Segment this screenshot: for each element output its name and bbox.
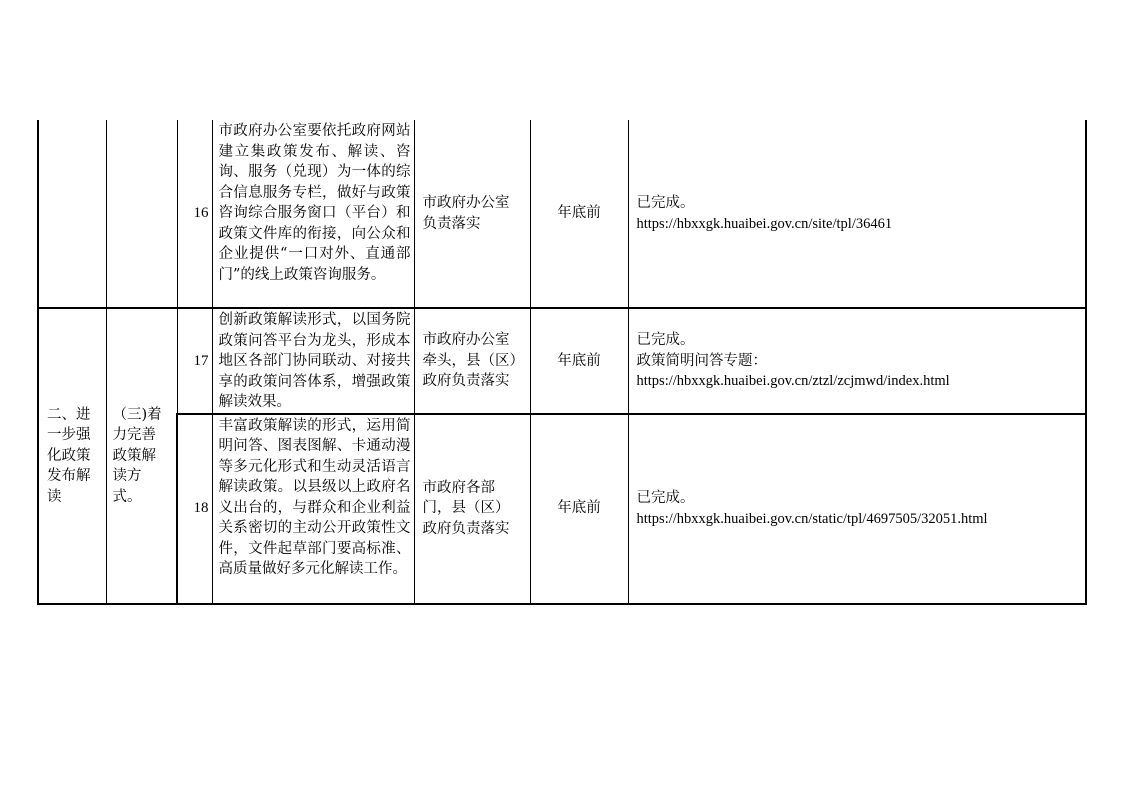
responsible-department: 市政府办公室牵头，县（区）政府负责落实	[414, 308, 530, 414]
row-number: 16	[177, 120, 212, 308]
status-link[interactable]: https://hbxxgk.huaibei.gov.cn/ztzl/zcjmwd/index.html	[636, 373, 950, 389]
deadline: 年底前	[530, 120, 628, 308]
status-link[interactable]: https://hbxxgk.huaibei.gov.cn/static/tpl/4697505/32051.html	[636, 510, 988, 527]
task-description	[212, 308, 414, 414]
completion-status	[628, 414, 1086, 604]
completion-status	[628, 120, 1086, 308]
table-row	[38, 414, 1086, 604]
completion-status	[628, 308, 1086, 414]
status-text: 已完成。	[636, 490, 695, 506]
category-cell-empty	[38, 120, 106, 308]
deadline: 年底前	[530, 414, 628, 604]
task-description	[212, 414, 414, 604]
responsible-department: 市政府办公室负责落实	[414, 120, 530, 308]
table-row	[38, 120, 1086, 308]
table-row	[38, 308, 1086, 414]
status-text: 已完成。	[636, 332, 695, 348]
row-number: 18	[177, 414, 212, 604]
responsible-department: 市政府各部门，县（区）政府负责落实	[414, 414, 530, 604]
deadline: 年底前	[530, 308, 628, 414]
status-text: 已完成。	[636, 195, 695, 211]
status-note: 政策简明问答专题：	[636, 352, 767, 369]
row-number: 17	[177, 308, 212, 414]
task-text: 市政府办公室要依托政府网站建立集政策发布、解读、咨询、服务（兑现）为一体的综合信息服务专栏，做好与政策咨询综合服务窗口（平台）和政策文件库的衔接，向公众和企业提供“一口对外、直通部门”的线上政策咨询服务。	[218, 123, 411, 283]
task-table	[37, 120, 1087, 605]
task-text: 创新政策解读形式，以国务院政策问答平台为龙头，形成本地区各部门协同联动、对接共享的政策问答体系，增强政策解读效果。	[218, 312, 411, 410]
subcategory-cell: （三)着力完善政策解读方式。	[106, 308, 177, 604]
category-cell: 二、进一步强化政策发布解读	[38, 308, 106, 604]
task-description	[212, 120, 414, 308]
subcategory-cell-empty	[106, 120, 177, 308]
status-link[interactable]: https://hbxxgk.huaibei.gov.cn/site/tpl/36461	[636, 215, 893, 232]
task-text: 丰富政策解读的形式，运用简明问答、图表图解、卡通动漫等多元化形式和生动灵活语言解读政策。以县级以上政府名义出台的，与群众和企业利益关系密切的主动公开政策性文件，文件起草部门要高标准、高质量做好多元化解读工作。	[218, 417, 411, 577]
